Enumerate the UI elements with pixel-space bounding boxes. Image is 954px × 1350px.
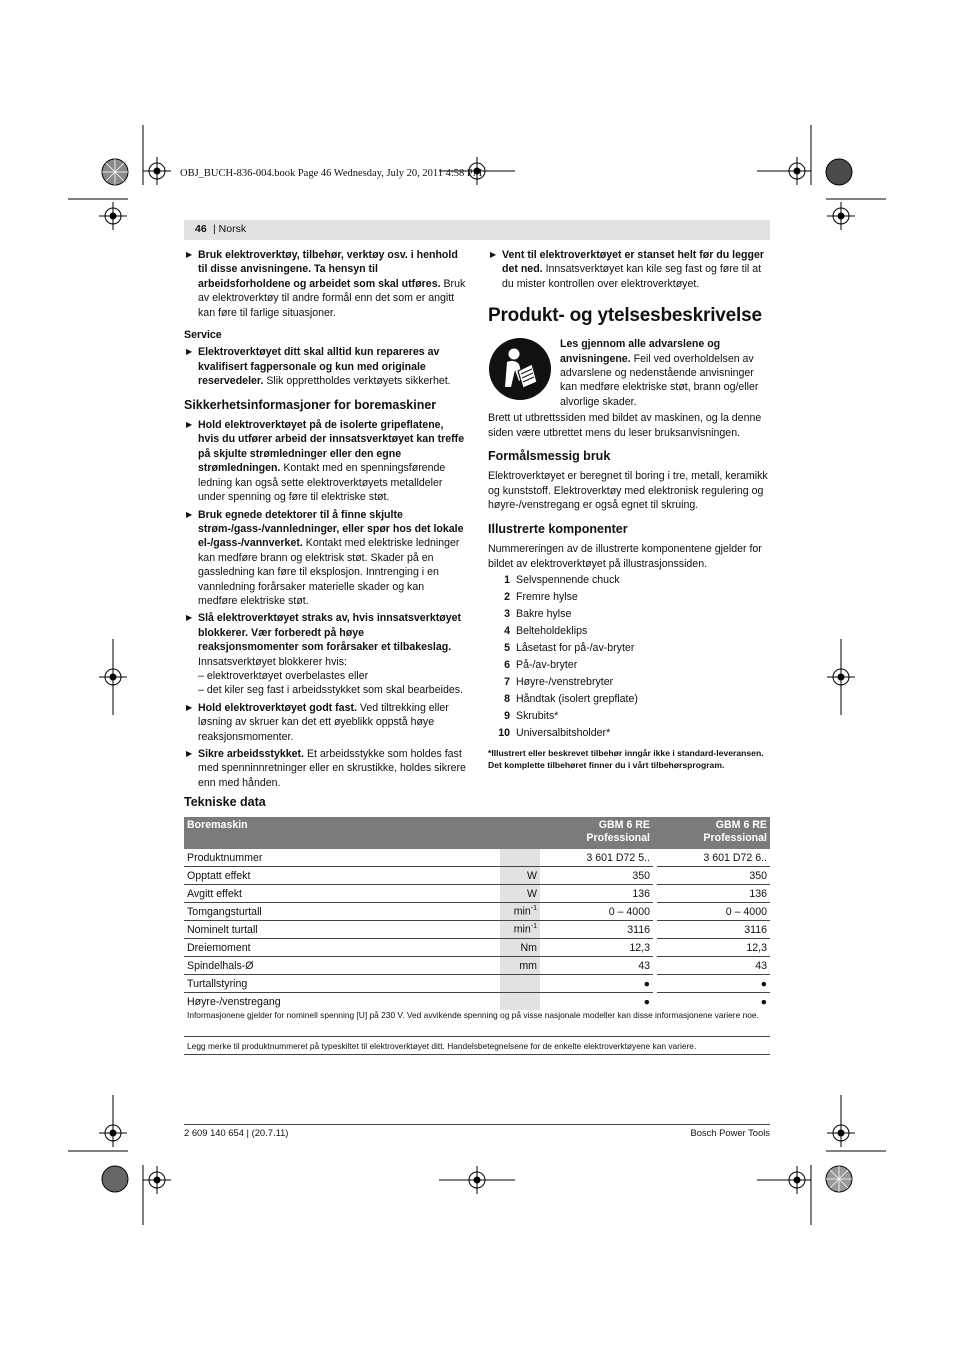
row-value-model-a: ● bbox=[643, 995, 650, 1008]
triangle-bullet-icon: ▶ bbox=[186, 613, 193, 623]
table-row bbox=[184, 921, 770, 939]
row-value-model-b: ● bbox=[760, 995, 767, 1008]
components-heading: Illustrerte komponenter bbox=[488, 521, 628, 536]
section-title: Produkt- og ytelsesbeskrivelse bbox=[488, 305, 762, 327]
tech-note-voltage: Informasjonene gjelder for nominell spenning [U] på 230 V. Ved avvikende spenning og på visse nasjonale modeller kan disse informasjonene variere noe. bbox=[187, 1010, 759, 1020]
triangle-bullet-icon: ▶ bbox=[186, 749, 193, 758]
row-value-model-b: 3116 bbox=[657, 921, 770, 939]
use-heading: Formålsmessig bruk bbox=[488, 449, 611, 464]
footer-rule bbox=[184, 1124, 770, 1125]
row-label: Opptatt effekt bbox=[184, 867, 500, 885]
row-unit: $\min^{-1}$ bbox=[500, 903, 540, 921]
table-row bbox=[184, 975, 770, 993]
list-item: 9 Skrubits* bbox=[504, 709, 559, 722]
header-bar bbox=[184, 220, 770, 240]
column-header-model-a: GBM 6 RE Professional bbox=[540, 817, 653, 849]
dash-item: – det kiler seg fast i arbeidsstykket som skal bearbeides. bbox=[198, 684, 463, 697]
tech-table-body bbox=[184, 849, 770, 1010]
components-list bbox=[488, 573, 770, 743]
read-manual-icon bbox=[488, 337, 552, 401]
row-value-model-a: ● bbox=[540, 975, 653, 993]
read-manual-notice bbox=[488, 337, 770, 409]
row-value-model-b: 43 bbox=[657, 957, 770, 975]
row-value-model-a: 3 601 D72 5.. bbox=[540, 849, 653, 867]
tech-data-heading: Tekniske data bbox=[184, 795, 266, 809]
bullet-item: ▶ Slå elektroverktøyet straks av, hvis innsatsverktøyet blokkerer. Vær forberedt på høye reaksjonsmomenter som forårsaker et tilbakeslag. Innsatsverktøyet blokkerer hvis: bbox=[186, 612, 462, 668]
row-label: Spindelhals-Ø bbox=[184, 957, 500, 975]
column-header-model-b: GBM 6 RE Professional bbox=[657, 817, 770, 849]
row-value-model-a: 43 bbox=[540, 957, 653, 975]
safety-heading: Sikkerhetsinformasjoner for boremaskiner bbox=[184, 397, 437, 412]
list-item: 6 På-/av-bryter bbox=[504, 658, 578, 671]
triangle-bullet-icon: ▶ bbox=[186, 702, 193, 712]
column-header-label: Boremaskin bbox=[184, 817, 540, 849]
table-row bbox=[184, 903, 770, 921]
triangle-bullet-icon: ▶ bbox=[186, 420, 193, 430]
row-label: Avgitt effekt bbox=[184, 885, 500, 903]
table-row bbox=[184, 939, 770, 957]
row-value-model-a: 0 – 4000 bbox=[540, 903, 653, 921]
triangle-bullet-icon: ▶ bbox=[186, 250, 193, 259]
dash-item: – elektroverktøyet overbelastes eller bbox=[198, 669, 369, 682]
row-unit: Nm bbox=[500, 939, 540, 957]
row-label: Tomgangsturtall bbox=[184, 903, 500, 921]
list-item: 3 Bakre hylse bbox=[504, 607, 572, 620]
row-value-model-b: 3 601 D72 6.. bbox=[657, 849, 770, 867]
footer-doc-number: 2 609 140 654 | (20.7.11) bbox=[184, 1127, 289, 1138]
bullet-item: ▶ Sikre arbeidsstykket. Et arbeidsstykke som holdes fast med spenninnretninger eller en skrustikke, holdes sikrere enn med hånden. bbox=[186, 748, 466, 789]
print-info: OBJ_BUCH-836-004.book Page 46 Wednesday, July 20, 2011 4:58 PM bbox=[180, 168, 483, 179]
use-text: Elektroverktøyet er beregnet til boring i tre, metall, keramikk og kunststoff. Elektroverktøy med elektronisk regulering og høyre-/venstregang er også egnet til skruing. bbox=[488, 470, 768, 512]
tech-data-table bbox=[184, 817, 770, 1010]
row-label: Dreiemoment bbox=[184, 939, 500, 957]
read-manual-text: Les gjennom alle advarslene og anvisningene. Feil ved overholdelsen av advarslene og nedenstående anvisninger kan medføre elektriske støt, brann og/eller alvorlige skader. bbox=[560, 338, 759, 408]
row-unit: mm bbox=[500, 957, 540, 975]
row-value-model-a: 136 bbox=[540, 885, 653, 903]
list-item: 2 Fremre hylse bbox=[504, 590, 578, 603]
row-unit: W bbox=[500, 885, 540, 903]
tech-note-product-number: Legg merke til produktnummeret på typeskiltet til elektroverktøyet ditt. Handelsbetegnelsene for de enkelte elektroverktøyene kan variere. bbox=[187, 1041, 697, 1051]
row-value-model-b: 350 bbox=[657, 867, 770, 885]
triangle-bullet-icon: ▶ bbox=[186, 347, 193, 357]
components-intro: Nummereringen av de illustrerte komponentene gjelder for bildet av elektroverktøyet på illustrasjonssiden. bbox=[488, 543, 762, 570]
accessory-footnote: *Illustrert eller beskrevet tilbehør inngår ikke i standard-leveransen. Det komplette tilbehøret finner du i vårt tilbehørsprogram. bbox=[488, 747, 764, 770]
table-row bbox=[184, 993, 770, 1011]
row-value-model-b: 12,3 bbox=[657, 939, 770, 957]
table-row bbox=[184, 957, 770, 975]
table-row bbox=[184, 867, 770, 885]
row-value-model-b: 0 – 4000 bbox=[657, 903, 770, 921]
fold-out-text: Brett ut utbrettssiden med bildet av maskinen, og la denne siden være utbrettet mens du leser bruksanvisningen. bbox=[488, 412, 762, 439]
row-label: Turtallstyring bbox=[184, 975, 500, 993]
page-language: | Norsk bbox=[213, 223, 247, 235]
list-item: 1 Selvspennende chuck bbox=[504, 573, 620, 586]
list-item: 5 Låsetast for på-/av-bryter bbox=[504, 641, 635, 654]
row-value-model-a: 3116 bbox=[540, 921, 653, 939]
row-label: Nominelt turtall bbox=[184, 921, 500, 939]
row-unit bbox=[500, 849, 540, 867]
row-value-model-b: 136 bbox=[657, 885, 770, 903]
list-item: 10 Universalbitsholder* bbox=[498, 726, 611, 739]
row-value-model-a: 12,3 bbox=[540, 939, 653, 957]
bullet-item: ▶ Hold elektroverktøyet på de isolerte gripeflatene, hvis du utfører arbeid der innsatsverktøyet kan treffe på skjulte strømledninger eller den egne strømledningen. Kontakt med en spenningsførende ledning kan også sette elektroverktøyets metalldeler under spenning og føre til elektriske støt. bbox=[186, 419, 465, 504]
row-unit bbox=[500, 975, 540, 993]
table-row bbox=[184, 885, 770, 903]
row-value-model-a: 350 bbox=[540, 867, 653, 885]
bullet-item: ▶ Vent til elektroverktøyet er stanset helt før du legger det ned. Innsatsverktøyet kan kile seg fast og føre til at du mister kontrollen over elektroverktøyet. bbox=[490, 249, 764, 290]
list-item: 7 Høyre-/venstrebryter bbox=[504, 675, 614, 688]
bullet-item: ▶ Elektroverktøyet ditt skal alltid kun repareres av kvalifisert fagpersonale og kun med originale reservedeler. Slik opprettholdes verktøyets sikkerhet. bbox=[186, 346, 451, 388]
footer-brand: Bosch Power Tools bbox=[690, 1127, 770, 1138]
tech-note-divider bbox=[184, 1036, 770, 1037]
bullet-item: ▶ Bruk egnede detektorer til å finne skjulte strøm-/gass-/vannledninger, eller spør hos det lokale el-/gass-/vannverket. Kontakt med elektriske ledninger kan medføre brann og elektrisk støt. Skader på en gassledning kan føre til eksplosjon. Inntrenging i en vannledning forårsaker materielle skader og kan medføre elektriske støt. bbox=[186, 508, 464, 607]
row-label: Produktnummer bbox=[184, 849, 500, 867]
bullet-item: ▶ Bruk elektroverktøy, tilbehør, verktøy osv. i henhold til disse anvisningene. Ta hensyn til arbeidsforholdene og arbeidet som skal utføres. Bruk av elektroverktøy til andre formål enn det som er angitt kan føre til farlige situasjoner. bbox=[186, 249, 466, 319]
table-header-row bbox=[184, 817, 770, 849]
row-unit: W bbox=[500, 867, 540, 885]
left-column bbox=[184, 248, 466, 793]
service-heading: Service bbox=[184, 329, 222, 342]
right-column bbox=[488, 248, 770, 771]
tech-table-bottom-rule bbox=[184, 1054, 770, 1055]
row-label: Høyre-/venstregang bbox=[187, 995, 281, 1008]
row-unit: $\min^{-1}$ bbox=[500, 921, 540, 939]
triangle-bullet-icon: ▶ bbox=[490, 250, 497, 259]
list-item: 4 Belteholdeklips bbox=[504, 624, 588, 637]
bullet-item: ▶ Hold elektroverktøyet godt fast. Ved tiltrekking eller løsning av skruer kan det ett øyeblikk oppstå høye reaksjonsmomenter. bbox=[186, 701, 449, 743]
row-unit bbox=[500, 993, 540, 1011]
triangle-bullet-icon: ▶ bbox=[186, 509, 193, 519]
table-row bbox=[184, 849, 770, 867]
page-number: 46 bbox=[195, 223, 207, 235]
list-item: 8 Håndtak (isolert grepflate) bbox=[504, 692, 638, 705]
row-value-model-b: ● bbox=[657, 975, 770, 993]
